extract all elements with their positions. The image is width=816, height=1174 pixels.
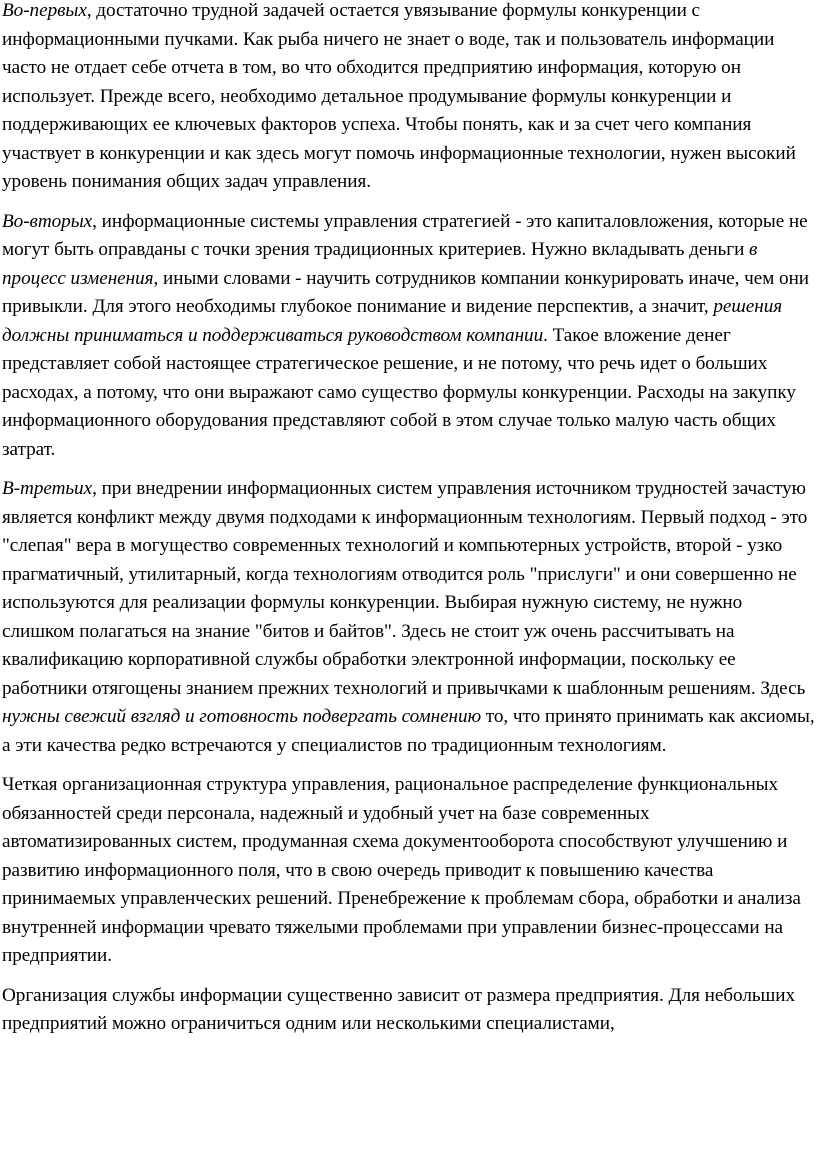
paragraph-1-lead: Во-первых	[2, 0, 87, 21]
paragraph-4	[2, 771, 816, 971]
paragraph-3	[2, 475, 816, 760]
paragraph-1-text: , достаточно трудной задачей остается увязывание формулы конкуренции с информационными пучками. Как рыба ничего не знает о воде, так и пользователь информации часто не отдает себе отчета в том, во что обходится предприятию информация, которую он использует. Прежде всего, необходимо детальное продумывание формулы конкуренции и поддерживающих ее ключевых факторов успеха. Чтобы понять, как и за счет чего компания участвует в конкуренции и как здесь могут помочь информационные технологии, нужен высокий уровень понимания общих задач управления.	[2, 0, 796, 192]
paragraph-2-text-b: , иными словами - научить сотрудников компании конкурировать иначе, чем они привыкли. Для этого необходимы глубокое понимание и видение перспектив, а значит,	[2, 267, 810, 317]
paragraph-2-text-a: , информационные системы управления стратегией - это капиталовложения, которые не могут быть оправданы с точки зрения традиционных критериев. Нужно вкладывать деньги	[2, 210, 808, 260]
paragraph-2-emphasis-a: в процесс изменения	[2, 239, 758, 289]
paragraph-5-text: Организация службы информации существенно зависит от размера предприятия. Для небольших предприятий можно ограничиться одним или несколькими специалистами,	[2, 984, 796, 1034]
paragraph-3-lead: В-третьих	[2, 478, 93, 499]
paragraph-2-emphasis-b: решения должны приниматься и поддерживаться руководством компании	[2, 296, 783, 346]
paragraph-2	[2, 208, 816, 465]
paragraph-3-emphasis: нужны свежий взгляд и готовность подвергать сомнению	[2, 706, 482, 727]
paragraph-1	[2, 0, 816, 197]
paragraph-5	[2, 982, 816, 1039]
paragraph-3-text-b: то, что принято принимать как аксиомы, а эти качества редко встречаются у специалистов по традиционным технологиям.	[2, 706, 815, 756]
paragraph-3-text-a: , при внедрении информационных систем управления источником трудностей зачастую является конфликт между двумя подходами к информационным технологиям. Первый подход - это "слепая" вера в могущество современных технологий и компьютерных устройств, второй - узко прагматичный, утилитарный, когда технологиям отводится роль "прислуги" и они совершенно не используются для реализации формулы конкуренции. Выбирая нужную систему, не нужно слишком полагаться на знание "битов и байтов". Здесь не стоит уж очень рассчитывать на квалификацию корпоративной службы обработки электронной информации, поскольку ее работники отягощены знанием прежних технологий и привычками к шаблонным решениям. Здесь	[2, 478, 808, 699]
paragraph-2-text-c: . Такое вложение денег представляет собой настоящее стратегическое решение, и не потому, что речь идет о больших расходах, а потому, что они выражают само существо формулы конкуренции. Расходы на закупку информационного оборудования представляют собой в этом случае только малую часть общих затрат.	[2, 324, 796, 460]
paragraph-2-lead: Во-вторых	[2, 210, 93, 232]
paragraph-4-text: Четкая организационная структура управления, рациональное распределение функциональных обязанностей среди персонала, надежный и удобный учет на базе современных автоматизированных систем, продуманная схема документооборота способствуют улучшению и развитию информационного поля, что в свою очередь приводит к повышению качества принимаемых управленческих решений. Пренебрежение к проблемам сбора, обработки и анализа внутренней информации чревато тяжелыми проблемами при управлении бизнес-процессами на предприятии.	[2, 774, 801, 966]
